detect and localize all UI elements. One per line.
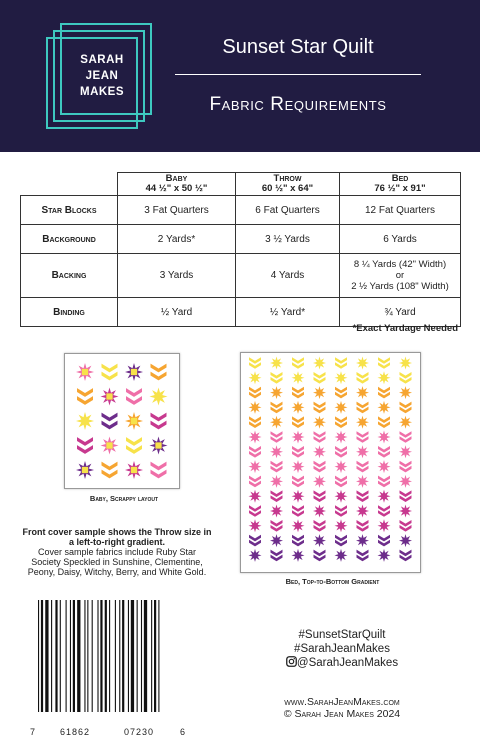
table-cell: 3 ½ Yards (236, 225, 340, 254)
bed-caption: Bed, Top-to-Bottom Gradient (285, 577, 380, 586)
table-cell (340, 254, 461, 298)
table-row (21, 225, 461, 254)
col-header-throw: Throw 60 ½" x 64" (236, 173, 340, 196)
row-label: Backing (21, 254, 118, 298)
page-title: Sunset Star Quilt (222, 36, 374, 58)
website-link[interactable]: www.SarahJeanMakes.com (284, 696, 400, 708)
cover-sample-bold: Front cover sample shows the Throw size in a left-to-right gradient. (22, 527, 212, 547)
logo-text (72, 52, 132, 100)
logo-line-3: MAKES (79, 86, 125, 98)
barcode-digit-4: 6 (180, 727, 186, 737)
hashtag-maker: #SarahJeanMakes (294, 643, 390, 655)
baby-quilt-pattern (65, 354, 179, 488)
table-cell: 3 Yards (118, 254, 236, 298)
table-cell: 12 Fat Quarters (340, 196, 461, 225)
row-label: Binding (21, 298, 118, 327)
website-footer (232, 696, 452, 720)
instagram-handle: @SarahJeanMakes (232, 656, 452, 670)
table-cell: ¾ Yard (340, 298, 461, 327)
hashtag-quilt: #SunsetStarQuilt (298, 629, 386, 641)
table-cell: ½ Yard* (236, 298, 340, 327)
bed-backing-or: or (395, 270, 405, 281)
col-header-bed: Bed 76 ½" x 91" (340, 173, 461, 196)
bed-quilt-image (240, 352, 421, 573)
table-row (21, 254, 461, 298)
bed-backing-line-2: 2 ½ Yards (108" Width) (351, 281, 449, 292)
bed-backing-line-1: 8 ¼ Yards (42" Width) (353, 259, 447, 270)
cover-sample-fabrics: Cover sample fabrics include Ruby Star Society Speckled in Sunshine, Clementine, Peony, Daisy, Witchy, Berry, and White Gold. (27, 547, 207, 577)
logo-line-1: SARAH (80, 54, 124, 66)
logo-line-2: JEAN (85, 70, 119, 82)
cover-sample-text (22, 527, 212, 577)
table-corner (21, 173, 118, 196)
row-label: Star Blocks (21, 196, 118, 225)
copyright: © Sarah Jean Makes 2024 (283, 708, 401, 720)
barcode-digits-3: 07230 (124, 727, 155, 737)
table-cell: 6 Fat Quarters (236, 196, 340, 225)
table-cell: 2 Yards* (118, 225, 236, 254)
table-header-row (21, 173, 461, 196)
barcode-icon (30, 600, 202, 712)
title-divider (175, 74, 421, 75)
header-banner (0, 0, 480, 152)
baby-caption: Baby, Scrappy layout (89, 494, 159, 503)
baby-quilt-image (64, 353, 180, 489)
table-cell: 4 Yards (236, 254, 340, 298)
bed-quilt-pattern (241, 353, 420, 572)
table-cell: 3 Fat Quarters (118, 196, 236, 225)
row-label: Background (21, 225, 118, 254)
table-cell: ½ Yard (118, 298, 236, 327)
yardage-note: *Exact Yardage Needed (352, 323, 458, 334)
page-subtitle: Fabric Requirements (209, 94, 387, 115)
hashtags (232, 628, 452, 670)
instagram-icon (286, 656, 297, 667)
fabric-requirements-table (20, 172, 461, 327)
barcode-digits-2: 61862 (60, 727, 91, 737)
table-row (21, 196, 461, 225)
col-header-baby: Baby 44 ½" x 50 ½" (118, 173, 236, 196)
logo (0, 0, 160, 152)
table-cell: 6 Yards (340, 225, 461, 254)
barcode-digit-1: 7 (30, 727, 36, 737)
